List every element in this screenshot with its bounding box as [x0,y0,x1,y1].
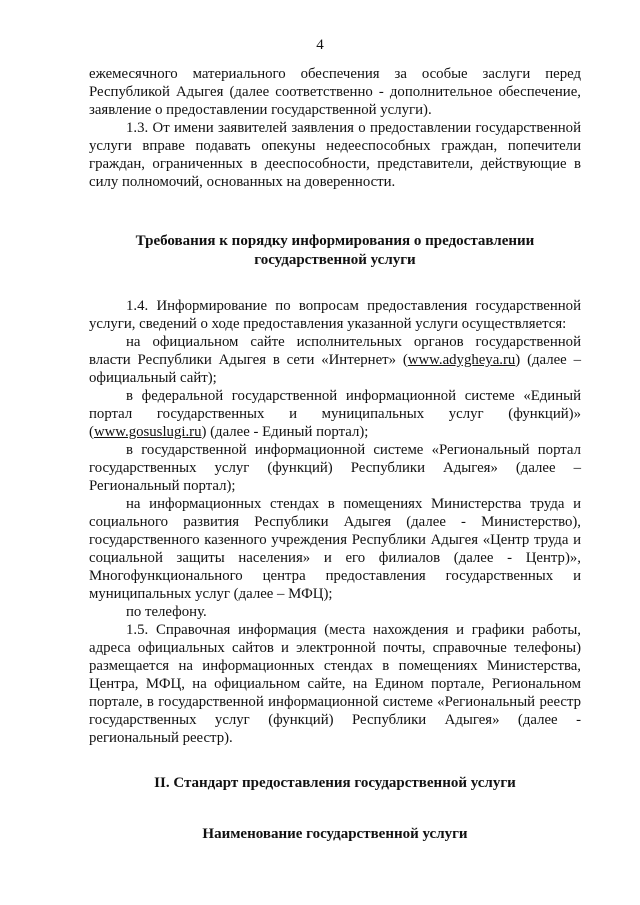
page-number: 4 [316,37,324,53]
site-text-before: на официальном сайте исполнительных органов государственной власти Республики Адыгея в сети «Интернет» ( [89,334,581,368]
document-body [89,65,581,844]
section-heading-informing [89,232,581,270]
paragraph-phone: по телефону. [126,604,207,620]
paragraph-official-site [89,333,581,387]
epgu-text-after: ) (далее - Единый портал); [201,424,369,440]
paragraph-1-5: 1.5. Справочная информация (места нахождения и графики работы, адреса официальных сайтов и электронной почты, справочные телефоны) размещается на информационных стендах в помещениях Министерства, Центра, МФЦ, на официальном сайте, на Едином портале, Региональном портале, в государственной информационной системе «Региональный реестр государственных услуг (функций) Республики Адыгея» (далее - региональный реестр). [89,622,581,746]
epgu-text-before: в федеральной государственной информационной системе «Единый портал государственных и муниципальных услуг (функций)» ( [89,388,581,440]
paragraph-1-3: 1.3. От имени заявителей заявления о предоставлении государственной услуги вправе подавать опекуны недееспособных граждан, попечители граждан, ограниченных в дееспособности, представители, действующие в силу полномочий, основанных на доверенности. [89,120,581,190]
section-heading-standard: II. Стандарт предоставления государственной услуги [154,775,516,791]
gosuslugi-link[interactable]: www.gosuslugi.ru [93,424,202,440]
paragraph-continuation: ежемесячного материального обеспечения за особые заслуги перед Республикой Адыгея (далее соответственно - дополнительное обеспечение, заявление о предоставлении государственной услуги). [89,66,581,118]
site-text-after: ) (далее – официальный сайт); [89,352,581,386]
paragraph-unified-portal [89,387,581,441]
paragraph-regional-portal: в государственной информационной системе «Региональный портал государственных услуг (функций) Республики Адыгея» (далее – Региональный портал); [89,442,581,494]
heading-line-2: государственной услуги [254,252,416,268]
heading-line-1: Требования к порядку информирования о предоставлении [135,233,535,249]
subsection-heading-service-name: Наименование государственной услуги [202,826,468,842]
adygheya-link[interactable]: www.adygheya.ru [407,352,516,368]
paragraph-info-stands: на информационных стендах в помещениях Министерства труда и социального развития Республики Адыгея (далее - Министерство), государственного казенного учреждения Республики Адыгея «Центр труда и социальной защиты населения» и его филиалов (далее - Центр)», Многофункционального центра предоставления государственных и муниципальных услуг (далее – МФЦ); [89,496,581,602]
paragraph-1-4: 1.4. Информирование по вопросам предоставления государственной услуги, сведений о ходе предоставления указанной услуги осуществляется: [89,298,581,332]
